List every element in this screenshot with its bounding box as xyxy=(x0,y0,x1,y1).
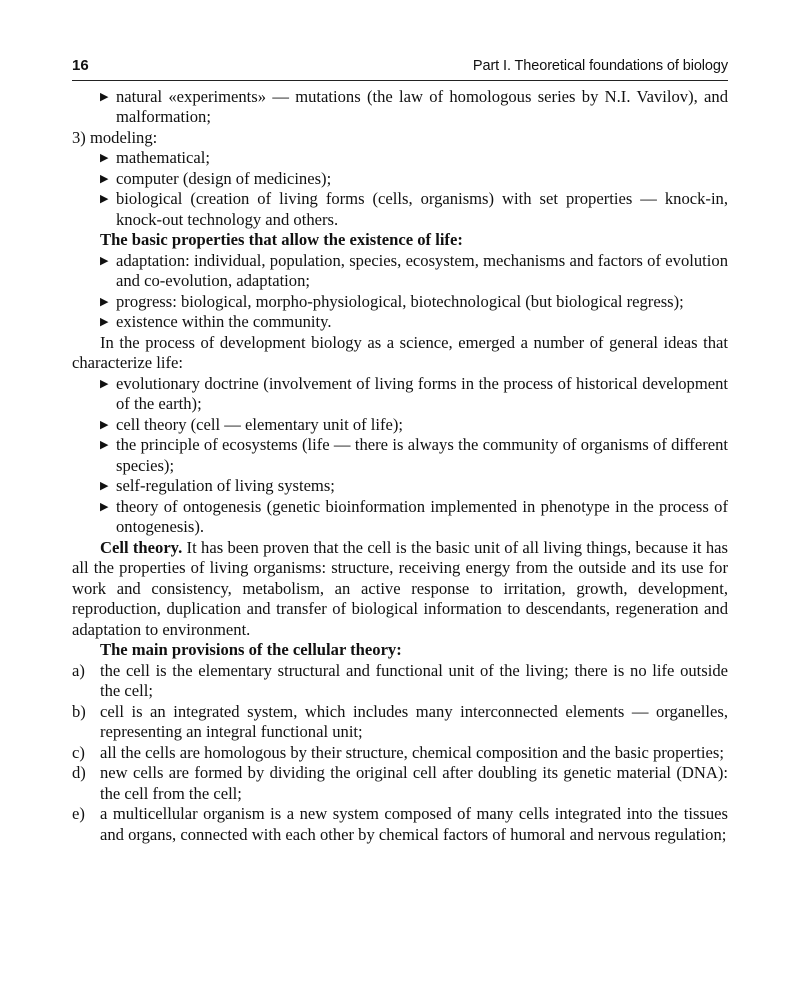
page-number: 16 xyxy=(72,57,89,74)
bullet-icon: ▶ xyxy=(100,193,109,205)
provision-text: a multicellular organism is a new system composed of many cells integrated into the tissues and organs, connected with each other by chemical factors of humoral and nervous regulation; xyxy=(100,804,728,844)
bullet-icon: ▶ xyxy=(100,152,109,164)
bullet-icon: ▶ xyxy=(100,254,109,267)
provision-item xyxy=(72,661,728,702)
provisions-list xyxy=(72,661,728,846)
bullet-icon: ▶ xyxy=(100,377,109,390)
list-item-text: evolutionary doctrine (involvement of living forms in the process of historical development of the earth); xyxy=(116,373,728,413)
paragraph: In the process of development biology as a science, emerged a number of general ideas that characterize life: xyxy=(72,332,728,372)
bullet-icon: ▶ xyxy=(100,439,109,451)
numbered-item-text: 3) modeling: xyxy=(72,127,158,147)
list-item xyxy=(72,148,728,169)
list-item-text: natural «experiments» — mutations (the law of homologous series by N.I. Vavilov), and malformation; xyxy=(116,86,728,126)
bullet-icon: ▶ xyxy=(100,316,109,328)
numbered-item xyxy=(72,128,728,149)
bullet-icon: ▶ xyxy=(100,480,109,492)
list-item xyxy=(72,169,728,190)
list-item xyxy=(72,497,728,538)
bullet-icon: ▶ xyxy=(100,90,109,103)
list-item-text: biological (creation of living forms (cells, organisms) with set properties — knock-in, knock-out technology and others. xyxy=(116,189,728,229)
list-item-text: progress: biological, morpho-physiological, biotechnological (but biological regress); xyxy=(116,291,684,311)
list-item xyxy=(72,374,728,415)
running-head: Part I. Theoretical foundations of biology xyxy=(472,58,728,74)
list-item-text: the principle of ecosystems (life — there is always the community of organisms of different species); xyxy=(116,435,728,475)
provision-marker: e) xyxy=(72,804,85,823)
list-item-text: cell theory (cell — elementary unit of life); xyxy=(116,414,404,434)
provision-text: the cell is the elementary structural and functional unit of the living; there is no life outside the cell; xyxy=(100,660,728,700)
provision-item xyxy=(72,743,728,764)
bullet-icon: ▶ xyxy=(100,172,109,185)
list-item-text: self-regulation of living systems; xyxy=(116,476,335,495)
list-item-text: mathematical; xyxy=(116,148,210,167)
list-item-text: computer (design of medicines); xyxy=(116,168,332,188)
paragraph-text: It has been proven that the cell is the basic unit of all living things, because it has all the properties of living organisms: structure, receiving energy from the outside and its use for work and consistency, metabolism, an active response to irritation, growth, development, reproduction, duplication and transfer of biological information to descendants, regeneration and adaptation to environment. xyxy=(72,537,728,639)
list-item xyxy=(72,189,728,230)
list-item xyxy=(72,476,728,497)
list-item-text: theory of ontogenesis (genetic bioinformation implemented in phenotype in the process of ontogenesis). xyxy=(116,496,728,536)
provision-marker: b) xyxy=(72,701,86,721)
section-heading: The main provisions of the cellular theory: xyxy=(100,640,402,659)
list-item xyxy=(72,292,728,313)
provision-marker: c) xyxy=(72,742,85,762)
list-item xyxy=(72,87,728,128)
bullet-icon: ▶ xyxy=(100,295,109,308)
list-item xyxy=(72,435,728,476)
provision-marker: a) xyxy=(72,660,85,680)
list-item-text: adaptation: individual, population, species, ecosystem, mechanisms and factors of evolution and co-evolution, adaptation; xyxy=(116,250,728,290)
list-item-text: existence within the community. xyxy=(116,312,332,331)
provision-text: all the cells are homologous by their structure, chemical composition and the basic properties; xyxy=(100,742,724,762)
paragraph-cell-theory xyxy=(72,538,728,641)
paragraph-lead: Cell theory. xyxy=(100,537,183,557)
list-item xyxy=(72,312,728,333)
list-item xyxy=(72,415,728,436)
section-heading: The basic properties that allow the existence of life: xyxy=(100,230,463,249)
provision-item xyxy=(72,702,728,743)
provision-item xyxy=(72,763,728,804)
bullet-icon: ▶ xyxy=(100,418,109,431)
provision-marker: d) xyxy=(72,763,86,782)
document-page xyxy=(72,56,728,845)
provision-item xyxy=(72,804,728,845)
list-item xyxy=(72,251,728,292)
bullet-icon: ▶ xyxy=(100,500,109,513)
provision-text: new cells are formed by dividing the original cell after doubling its genetic material (DNA): the cell from the cell; xyxy=(100,763,728,803)
page-header xyxy=(72,56,728,81)
provision-text: cell is an integrated system, which includes many interconnected elements — organelles, representing an integral functional unit; xyxy=(100,701,728,741)
